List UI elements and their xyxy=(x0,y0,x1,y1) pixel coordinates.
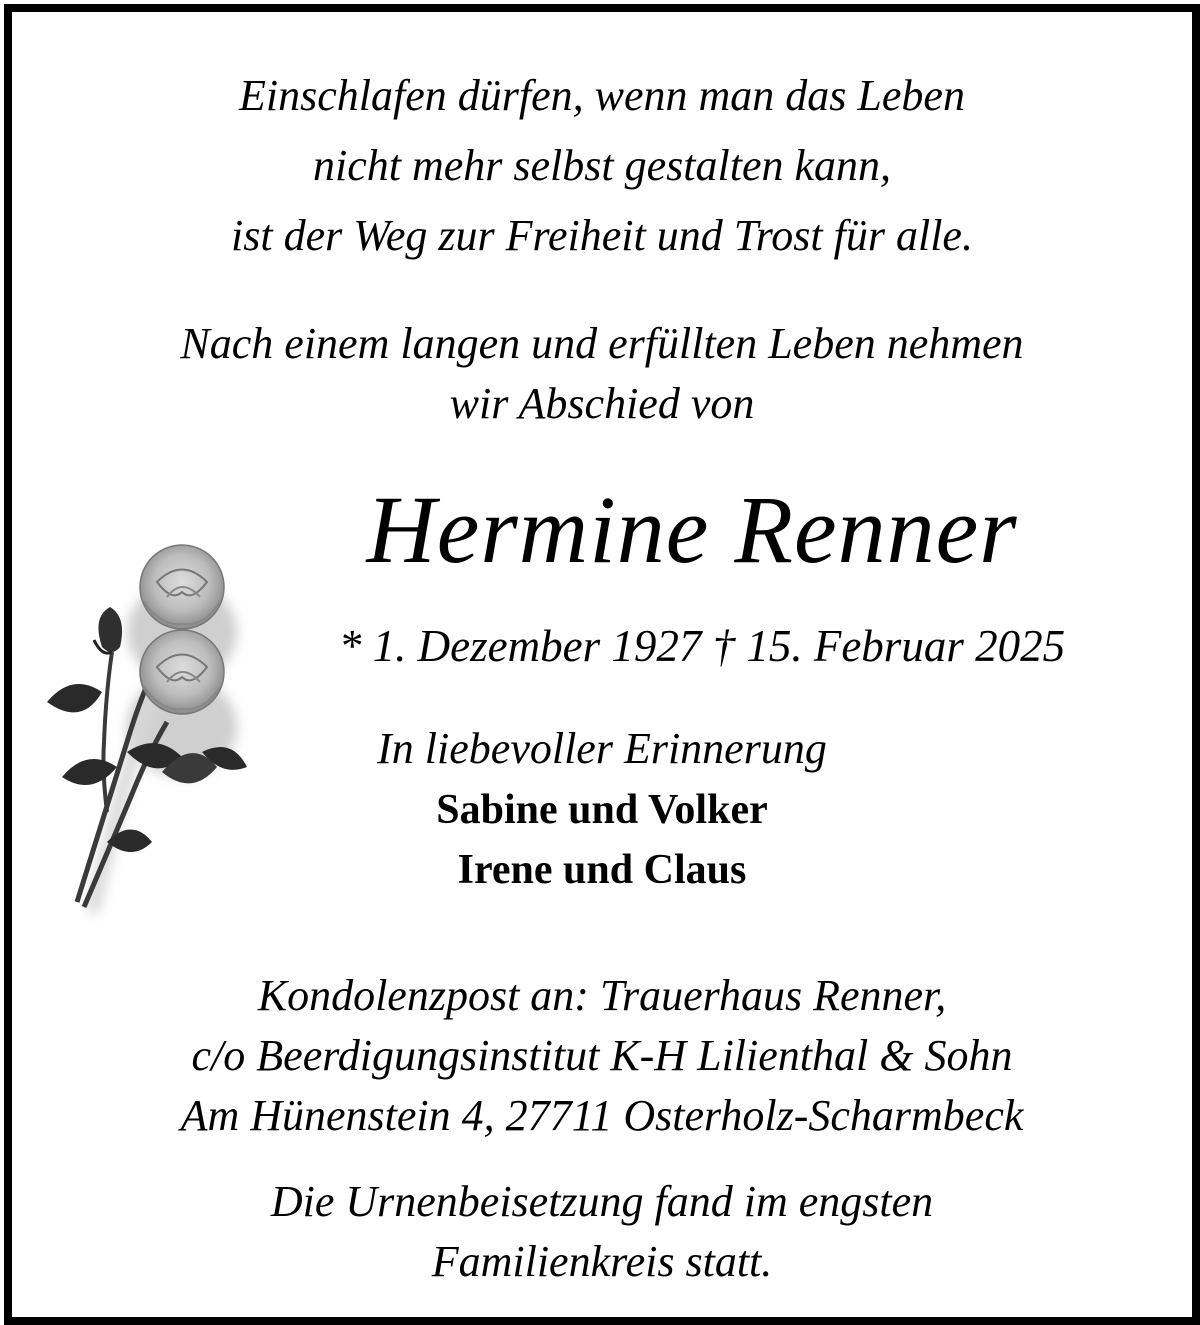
condolence-line-1: Kondolenzpost an: Trauerhaus Renner, xyxy=(257,971,947,1020)
intro-line-2: wir Abschied von xyxy=(449,379,755,428)
poem-line-2: nicht mehr selbst gestalten kann, xyxy=(312,141,891,190)
condolence-line-2: c/o Beerdigungsinstitut K-H Lilienthal & Sohn xyxy=(191,1031,1013,1080)
funeral-note-line-2: Familienkreis statt. xyxy=(431,1237,773,1286)
condolence-line-3: Am Hünenstein 4, 27711 Osterholz-Scharmbeck xyxy=(180,1091,1024,1140)
remembrance-line: In liebevoller Erinnerung xyxy=(377,724,827,773)
intro-line-1: Nach einem langen und erfüllten Leben nehmen xyxy=(180,319,1024,368)
obituary-notice xyxy=(4,4,1200,1325)
mourner-line-1: Sabine und Volker xyxy=(436,787,768,833)
funeral-note-line-1: Die Urnenbeisetzung fand im engsten xyxy=(270,1177,934,1226)
poem-line-1: Einschlafen dürfen, wenn man das Leben xyxy=(239,71,965,120)
life-dates: * 1. Dezember 1927 † 15. Februar 2025 xyxy=(338,621,1066,671)
mourner-line-2: Irene und Claus xyxy=(457,847,747,893)
deceased-name: Hermine Renner xyxy=(366,476,1018,583)
poem-line-3: ist der Weg zur Freiheit und Trost für alle. xyxy=(231,211,973,260)
